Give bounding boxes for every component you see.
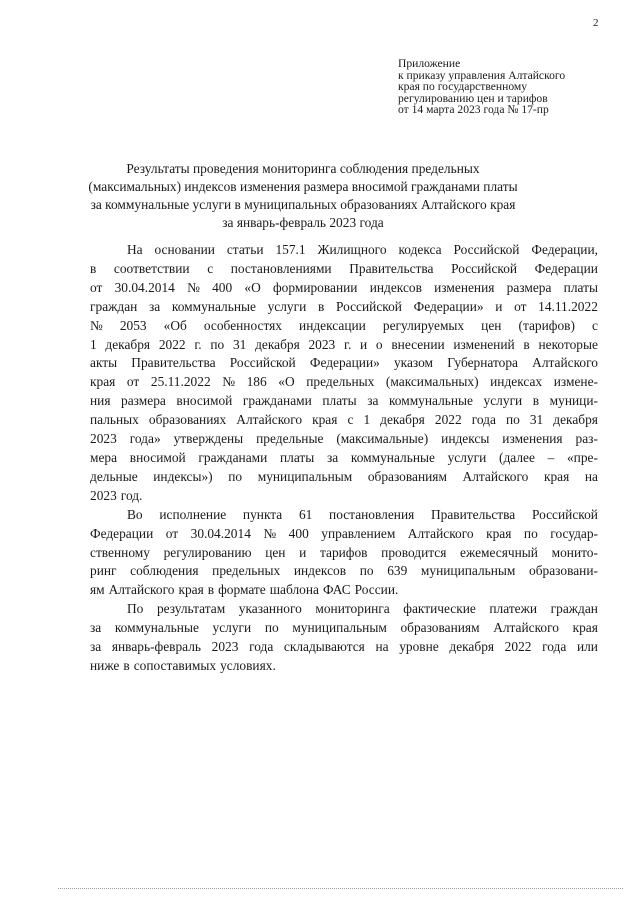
paragraph-line: акты Правительства Российской Федерации» указом Губернатора Алтайского	[90, 355, 598, 371]
paragraph-line: за январь-февраль 2023 года складываются на уровне декабря 2022 года или	[90, 639, 598, 655]
paragraph-line: мера вносимой гражданами платы за коммунальные услуги (далее – «пре-	[90, 449, 598, 465]
title-line: Результаты проведения мониторинга соблюдения предельных	[126, 161, 480, 176]
appendix-line: края по государственному	[398, 80, 528, 94]
paragraph-line: пальных образованиях Алтайского края с 1 декабря 2022 года по 31 декабря	[90, 412, 598, 428]
title-line: за коммунальные услуги в муниципальных образованиях Алтайского края	[90, 197, 516, 212]
paragraph	[90, 241, 598, 506]
paragraph-line: № 2053 «Об особенностях индексации регулируемых цен (тарифов) с	[90, 317, 598, 333]
paragraph-line: 2023 год.	[90, 487, 143, 503]
appendix-line: от 14 марта 2023 года № 17-пр	[398, 103, 549, 117]
paragraph-line: 2023 года» утверждены предельные (максимальные) индексы изменения раз-	[90, 431, 598, 447]
title-line: за январь-февраль 2023 года	[222, 215, 384, 230]
paragraph-line: ственному регулированию цен и тарифов проводится ежемесячный монито-	[90, 544, 598, 560]
paragraph-line: граждан за коммунальные услуги в Российской Федерации» и от 14.11.2022	[90, 298, 598, 314]
paragraph-line: Во исполнение пункта 61 постановления Правительства Российской	[127, 506, 598, 522]
appendix-line: регулированию цен и тарифов	[398, 91, 548, 105]
paragraph-line: за коммунальные услуги по муниципальным образованиям Алтайского края	[90, 620, 598, 636]
paragraph	[90, 600, 598, 676]
paragraph	[90, 506, 598, 601]
paragraph-line: Федерации от 30.04.2014 № 400 управлением Алтайского края по государ-	[90, 525, 598, 541]
appendix-line: к приказу управления Алтайского	[398, 68, 566, 82]
paragraph-line: На основании статьи 157.1 Жилищного кодекса Российской Федерации,	[127, 242, 598, 257]
paragraph-line: 1 декабря 2022 г. по 31 декабря 2023 г. и о внесении изменений в некоторые	[90, 336, 598, 352]
paragraph-line: ринг соблюдения предельных индексов по 639 муниципальным образовани-	[90, 563, 598, 579]
document-body	[90, 241, 598, 676]
page-number: 2	[593, 17, 599, 29]
paragraph-line: ям Алтайского края в формате шаблона ФАС России.	[90, 582, 399, 598]
paragraph-line: края от 25.11.2022 № 186 «О предельных (максимальных) индексах измене-	[90, 374, 598, 390]
appendix-header	[398, 58, 613, 116]
paragraph-line: ния размера вносимой гражданами платы за коммунальные услуги в муници-	[90, 393, 598, 409]
paragraph-line: от 30.04.2014 № 400 «О формировании индексов изменения размера платы	[90, 279, 598, 295]
paragraph-line: ниже в сопоставимых условиях.	[90, 657, 276, 673]
document-title	[88, 160, 518, 232]
title-line: (максимальных) индексов изменения размера вносимой гражданами платы	[88, 179, 518, 194]
paragraph-line: По результатам указанного мониторинга фактические платежи граждан	[127, 601, 598, 617]
paragraph-line: дельные индексы») по муниципальным образованиям Алтайского края на	[90, 468, 598, 484]
appendix-line: Приложение	[398, 57, 461, 70]
scan-edge-artifact	[58, 888, 623, 891]
paragraph-line: в соответствии с постановлениями Правительства Российской Федерации	[90, 260, 598, 276]
